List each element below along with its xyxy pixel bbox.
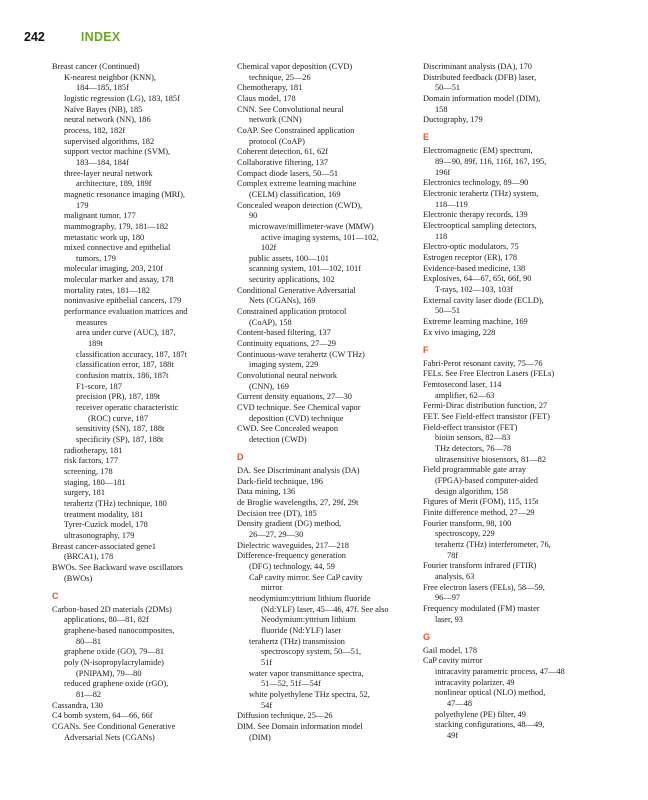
index-subentry: active imaging systems, 101—102, xyxy=(261,232,379,242)
section-letter: E xyxy=(423,132,430,143)
index-subentry: neodymium:yttrium lithium fluoride xyxy=(249,594,371,603)
index-subentry: risk factors, 177 xyxy=(64,456,118,466)
index-entry: CVD technique. See Chemical vapor xyxy=(237,403,361,412)
index-subentry: water vapor transmittance spectra, xyxy=(249,668,364,678)
index-subentry: support vector machine (SVM), xyxy=(64,147,171,157)
index-subentry: 89—90, 89f, 116, 116f, 167, 195, xyxy=(435,157,547,167)
index-subentry: graphene oxide (GO), 79—81 xyxy=(64,647,165,657)
index-entry: Electrooptical sampling detectors, xyxy=(423,221,537,231)
index-subentry: terahertz (THz) technique, 180 xyxy=(64,498,167,508)
index-subentry: 54f xyxy=(261,700,273,710)
index-entry: Figures of Merit (FOM), 115, 115t xyxy=(423,497,539,507)
section-letter: G xyxy=(423,631,431,642)
index-subentry: architecture, 189, 189f xyxy=(76,179,152,189)
index-subentry: treatment modality, 181 xyxy=(64,509,144,519)
index-entry: Concealed weapon detection (CWD), xyxy=(237,200,363,210)
index-subentry: neural network (NN), 186 xyxy=(64,115,151,125)
index-entry: Current density equations, 27—30 xyxy=(237,392,352,402)
index-entry: Electronics technology, 89—90 xyxy=(423,178,529,188)
index-entry: Fermi-Dirac distribution function, 27 xyxy=(423,401,548,411)
index-column-2 xyxy=(237,62,419,743)
index-subentry: Nets (CGANs), 169 xyxy=(249,296,316,306)
index-subentry: (BWOs) xyxy=(64,573,93,583)
index-subentry: Tyrer-Cuzick model, 178 xyxy=(64,520,148,530)
index-entry: Difference-frequency generation xyxy=(237,551,346,561)
index-subentry: process, 182, 182f xyxy=(64,125,126,135)
index-subentry: security applications, 102 xyxy=(249,275,335,285)
index-entry: Breast cancer-associated gene1 xyxy=(52,541,157,551)
index-entry: FET. See Field-effect transistor (FET) xyxy=(423,412,550,422)
index-subentry: molecular marker and assay, 178 xyxy=(64,275,174,285)
index-subentry: logistic regression (LG), 183, 185f xyxy=(64,93,180,103)
index-subentry: molecular imaging, 203, 210f xyxy=(64,264,163,274)
index-entry: Estrogen receptor (ER), 178 xyxy=(423,253,518,262)
index-subentry: terahertz (THz) interferometer, 76, xyxy=(435,539,551,549)
index-entry: Content-based filtering, 137 xyxy=(237,328,331,338)
index-subentry: mortality rates, 181—182 xyxy=(64,285,150,295)
index-subentry: 118 xyxy=(435,231,448,241)
index-entry: Field programmable gate array xyxy=(423,465,527,475)
index-subentry: measures xyxy=(76,317,108,327)
index-subentry: network (CNN) xyxy=(249,115,302,125)
index-subentry: technique, 25—26 xyxy=(249,72,311,82)
index-entry: Continuity equations, 27—29 xyxy=(237,339,336,349)
index-subentry: 179 xyxy=(76,200,89,210)
index-entry: Data mining, 136 xyxy=(237,487,296,497)
index-subentry: 51f xyxy=(261,657,273,667)
index-subentry: (CELM) classification, 169 xyxy=(249,189,341,199)
index-subentry: bioiin sensors, 82—83 xyxy=(435,433,511,443)
index-subentry: 49f xyxy=(447,730,459,740)
index-subentry: classification error, 187, 188t xyxy=(76,360,174,370)
index-entry: Ex vivo imaging, 228 xyxy=(423,327,496,337)
index-subentry: stacking configurations, 48—49, xyxy=(435,720,545,730)
index-entry: Fabri-Perot resonant cavity, 75—76 xyxy=(423,358,543,368)
index-subentry: (BRCA1), 178 xyxy=(64,552,114,562)
index-subentry: screening, 178 xyxy=(64,466,113,476)
index-entry: Coherent detection, 61, 62f xyxy=(237,147,329,157)
index-subentry: ultrasensitive biosensors, 81—82 xyxy=(435,454,547,464)
index-subentry: (FPGA)-based computer-aided xyxy=(435,475,538,485)
index-subentry: classification accuracy, 187, 187t xyxy=(76,349,187,359)
index-subentry: graphene-based nanocomposites, xyxy=(64,625,175,635)
index-subentry: 26—27, 29—30 xyxy=(249,530,304,540)
index-subentry: protocol (CoAP) xyxy=(249,136,305,146)
index-subentry: 158 xyxy=(435,104,448,114)
index-subentry: design algorithm, 158 xyxy=(435,486,508,496)
index-entry: Collaborative filtering, 137 xyxy=(237,157,329,167)
index-entry: Femtosecond laser, 114 xyxy=(423,380,502,390)
index-entry: Chemical vapor deposition (CVD) xyxy=(237,62,353,71)
index-entry: Finite difference method, 27—29 xyxy=(423,507,535,517)
index-subentry: Neodymium:yttrium lithium xyxy=(261,615,356,625)
index-subentry: three-layer neural network xyxy=(64,168,153,178)
index-subentry: tumors, 179 xyxy=(76,253,116,263)
index-subentry: fluoride (Nd:YLF) laser xyxy=(261,625,342,635)
index-entry: BWOs. See Backward wave oscillators xyxy=(52,562,183,572)
index-subentry: mixed connective and epithelial xyxy=(64,243,171,253)
index-subentry: intracavity parametric process, 47—48 xyxy=(435,666,565,676)
index-subentry: performance evaluation matrices and xyxy=(64,307,188,317)
index-subentry: sensitivity (SN), 187, 188t xyxy=(76,424,165,434)
index-subentry: specificity (SP), 187, 188t xyxy=(76,434,164,444)
index-entry: CaP cavity mirror xyxy=(423,656,483,666)
index-entry: Domain information model (DIM), xyxy=(423,93,541,103)
index-subentry: surgery, 181 xyxy=(64,488,106,498)
index-subentry: K-nearest neighbor (KNN), xyxy=(64,72,156,82)
index-entry: DIM. See Domain information model xyxy=(237,721,363,731)
index-subentry: 47—48 xyxy=(447,698,473,708)
index-subentry: ultrasonography, 179 xyxy=(64,530,135,540)
index-subentry: terahertz (THz) transmission xyxy=(249,636,345,646)
index-subentry: mirror xyxy=(261,583,283,593)
index-subentry: (DFG) technology, 44, 59 xyxy=(249,562,335,572)
index-subentry: applications, 80—81, 82f xyxy=(64,615,149,625)
index-entry: Fourier transform infrared (FTIR) xyxy=(423,561,537,571)
index-subentry: 102f xyxy=(261,243,277,253)
index-subentry: reduced graphene oxide (rGO), xyxy=(64,679,169,689)
index-entry: Complex extreme learning machine xyxy=(237,179,357,189)
index-subentry: F1-score, 187 xyxy=(76,381,122,391)
index-entry: Free electron lasers (FELs), 58—59, xyxy=(423,582,545,592)
section-letter: D xyxy=(237,452,244,463)
index-entry: Cassandra, 130 xyxy=(52,700,103,710)
index-subentry: poly (N-isopropylacrylamide) xyxy=(64,657,164,667)
index-entry: Conditional Generative Adversarial xyxy=(237,285,356,295)
index-column-3 xyxy=(423,62,605,742)
index-entry: DA. See Discriminant analysis (DA) xyxy=(237,466,360,476)
index-subentry: 189t xyxy=(88,339,103,349)
section-letter: C xyxy=(52,590,59,601)
index-subentry: amplifier, 62—63 xyxy=(435,390,495,400)
index-subentry: 183—184, 184f xyxy=(76,157,129,167)
index-subentry: receiver operatic characteristic xyxy=(76,403,179,412)
index-subentry: Naïve Bayes (NB), 185 xyxy=(64,104,143,114)
index-entry: Ductography, 179 xyxy=(423,115,483,125)
index-entry: Electronic therapy records, 139 xyxy=(423,210,528,220)
index-entry: Gail model, 178 xyxy=(423,645,477,655)
index-subentry: 51—52, 51f—54f xyxy=(261,679,321,689)
index-entry: Explosives, 64—67, 65t, 66f, 90 xyxy=(423,274,532,284)
index-entry: de Broglie wavelengths, 27, 29f, 29t xyxy=(237,498,359,508)
index-subentry: microwave/millimeter-wave (MMW) xyxy=(249,221,374,231)
index-entry: CGANs. See Conditional Generative xyxy=(52,721,176,731)
index-subentry: confusion matrix, 186, 187t xyxy=(76,371,169,381)
index-entry: Discriminant analysis (DA), 170 xyxy=(423,62,532,71)
index-entry: Density gradient (DG) method, xyxy=(237,519,342,529)
index-entry: Dielectric waveguides, 217—218 xyxy=(237,540,349,550)
index-subentry: mammography, 179, 181—182 xyxy=(64,221,169,231)
index-subentry: 96—97 xyxy=(435,593,461,603)
page-title: INDEX xyxy=(80,30,121,44)
index-subentry: THz detectors, 76—78 xyxy=(435,444,512,453)
index-subentry: (CNN), 169 xyxy=(249,381,289,391)
index-entry: Evidence-based medicine, 138 xyxy=(423,263,526,273)
index-entry: Fourier transform, 98, 100 xyxy=(423,518,512,528)
section-letter: F xyxy=(423,344,429,355)
index-subentry: radiotherapy, 181 xyxy=(64,445,123,455)
index-entry: Dark-field technique, 196 xyxy=(237,476,323,486)
index-subentry: malignant tumor, 177 xyxy=(64,211,136,221)
index-subentry: (Nd:YLF) laser, 45—46, 47f. See also xyxy=(261,604,389,614)
index-entry: Chemotherapy, 181 xyxy=(237,83,303,93)
index-subentry: 90 xyxy=(249,211,258,221)
index-subentry: (CoAP), 158 xyxy=(249,317,292,327)
index-subentry: spectroscopy system, 50—51, xyxy=(261,647,362,657)
index-entry: Constrained application protocol xyxy=(237,307,347,317)
index-entry: Carbon-based 2D materials (2DMs) xyxy=(52,604,172,614)
index-subentry: magnetic resonance imaging (MRI), xyxy=(64,189,185,199)
index-subentry: (PNIPAM), 79—80 xyxy=(76,668,142,678)
index-entry: CWD. See Concealed weapon xyxy=(237,424,339,434)
index-subentry: scanning system, 101—102, 101f xyxy=(249,264,361,274)
index-entry: External cavity laser diode (ECLD), xyxy=(423,295,544,305)
index-subentry: supervised algorithms, 182 xyxy=(64,136,155,146)
page-header xyxy=(24,30,121,48)
index-subentry: white polyethylene THz spectra, 52, xyxy=(249,689,370,699)
index-subentry: 80—81 xyxy=(76,636,102,646)
index-subentry: 196f xyxy=(435,167,451,177)
index-subentry: analysis, 63 xyxy=(435,571,475,581)
page-number: 242 xyxy=(24,30,45,44)
index-subentry: 118—119 xyxy=(435,199,468,209)
index-subentry: (DIM) xyxy=(249,732,271,742)
index-subentry: area under curve (AUC), 187, xyxy=(76,328,176,338)
index-subentry: public assets, 100—101 xyxy=(249,253,329,263)
index-entry: Claus model, 178 xyxy=(237,93,296,103)
index-entry: Compact diode lasers, 50—51 xyxy=(237,168,339,178)
index-entry: Distributed feedback (DFB) laser, xyxy=(423,72,537,82)
index-subentry: 50—51 xyxy=(435,306,461,316)
index-subentry: 78f xyxy=(447,550,459,560)
index-entry: Field-effect transistor (FET) xyxy=(423,422,518,432)
index-entry: Electronic terahertz (THz) system, xyxy=(423,189,539,199)
index-entry: FELs. See Free Electron Lasers (FELs) xyxy=(423,369,555,379)
index-subentry: 81—82 xyxy=(76,689,102,699)
index-subentry: spectroscopy, 229 xyxy=(435,529,495,539)
index-entry: Extreme learning machine, 169 xyxy=(423,316,528,326)
index-entry: Frequency modulated (FM) master xyxy=(423,603,540,613)
index-entry: Electro-optic modulators, 75 xyxy=(423,242,519,252)
index-entry: Convolutional neural network xyxy=(237,371,338,381)
index-subentry: staging, 180—181 xyxy=(64,477,126,487)
index-subentry: polyethylene (PE) filter, 49 xyxy=(435,709,526,719)
index-subentry: metastatic work up, 180 xyxy=(64,232,145,242)
index-entry: Diffusion technique, 25—26 xyxy=(237,711,333,721)
index-subentry: (ROC) curve, 187 xyxy=(88,413,149,423)
index-subentry: nonlinear optical (NLO) method, xyxy=(435,688,546,698)
index-subentry: T-rays, 102—103, 103f xyxy=(435,284,514,294)
index-entry: Electromagnetic (EM) spectrum, xyxy=(423,146,533,156)
index-entry: Breast cancer (Continued) xyxy=(52,62,140,71)
index-subentry: deposition (CVD) technique xyxy=(249,413,344,423)
index-subentry: precision (PR), 187, 189t xyxy=(76,392,161,402)
index-subentry: intracavity polarizer, 49 xyxy=(435,677,515,687)
index-entry: Decision tree (DT), 185 xyxy=(237,508,317,518)
index-subentry: 184—185, 185f xyxy=(76,83,129,93)
index-entry: C4 bomb system, 64—66, 66f xyxy=(52,711,153,721)
index-entry: Continuous-wave terahertz (CW THz) xyxy=(237,349,365,359)
index-subentry: 50—51 xyxy=(435,83,461,93)
index-subentry: laser, 93 xyxy=(435,614,463,624)
index-subentry: detection (CWD) xyxy=(249,434,307,444)
index-subentry: CaP cavity mirror. See CaP cavity xyxy=(249,572,363,582)
index-entry: CoAP. See Constrained application xyxy=(237,125,355,135)
index-entry: CNN. See Convolutional neural xyxy=(237,104,344,114)
index-subentry: Adversarial Nets (CGANs) xyxy=(64,732,155,742)
index-subentry: imaging system, 229 xyxy=(249,360,319,370)
index-subentry: noninvasive epithelial cancers, 179 xyxy=(64,296,182,306)
index-column-1 xyxy=(52,62,234,743)
